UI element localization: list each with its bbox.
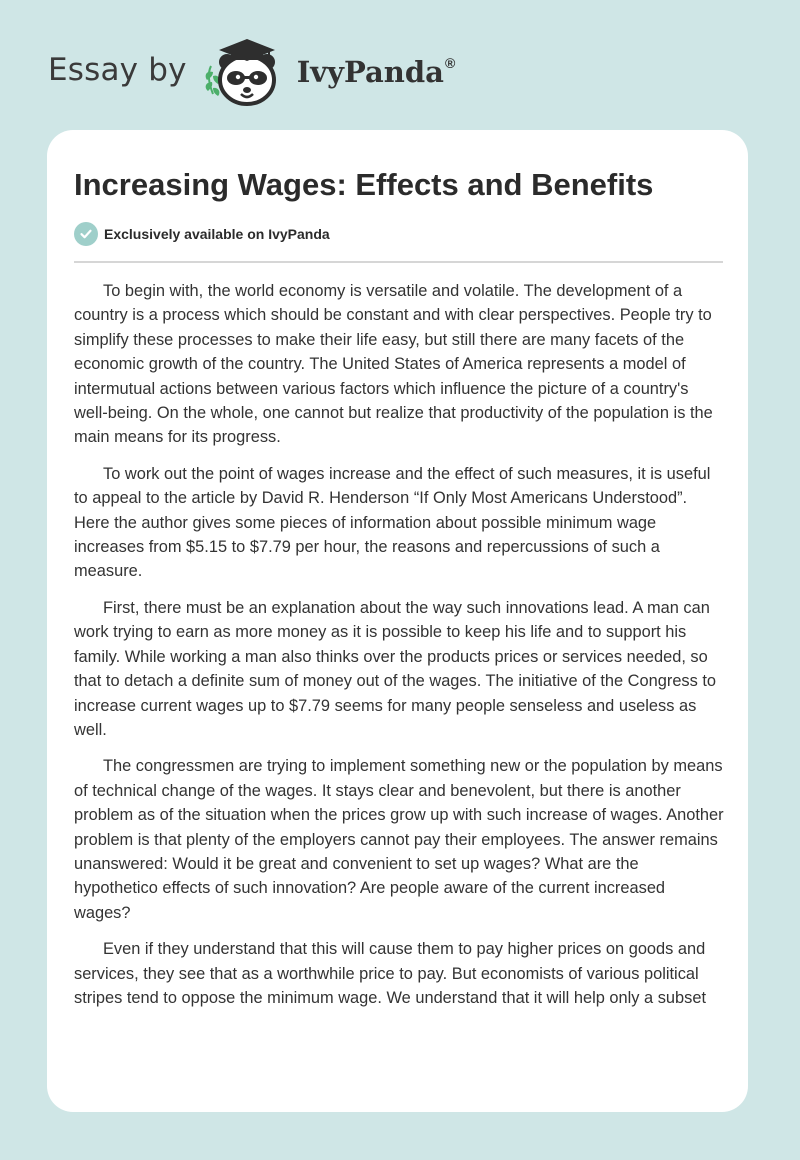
site-header bbox=[48, 34, 455, 114]
essay-body bbox=[74, 279, 726, 1022]
registered-mark: ® bbox=[444, 55, 456, 71]
paragraph: To work out the point of wages increase and the effect of such measures, it is useful to appeal to the article by David R. Henderson “If Only Most Americans Understood”. Here the author gives some pieces of information about possible minimum wage increases from $5.15 to $7.79 per hour, the reasons and repercussions of such a measure. bbox=[74, 464, 711, 581]
exclusive-label: Exclusively available on IvyPanda bbox=[104, 226, 330, 242]
essay-card bbox=[47, 130, 748, 1112]
brand-name[interactable]: IvyPanda® bbox=[296, 55, 456, 89]
ivy-leaf-icon bbox=[205, 66, 219, 96]
paragraph: To begin with, the world economy is versatile and volatile. The development of a country is a process which should be constant and with clear perspectives. People try to simplify these processes to make their life easy, but still there are many facets of the economic growth of the country. The United States of America represents a model of intermutual actions between various factors which influence the picture of a country's well-being. On the whole, one cannot but realize that productivity of the population is the main means for its progress. bbox=[74, 282, 713, 447]
paragraph: First, there must be an explanation about the way such innovations lead. A man can work trying to earn as more money as it is possible to keep his life and to support his family. While working a man also thinks over the products prices or services needed, so that to detach a definite sum of money out of the wages. The initiative of the Congress to increase current wages up to $7.79 seems for many people senseless and useless as well. bbox=[74, 598, 717, 739]
panda-logo-icon bbox=[197, 36, 293, 112]
paragraph: Even if they understand that this will cause them to pay higher prices on goods and services, they see that as a worthwhile price to pay. But economists of various political stripes tend to oppose the minimum wage. We understand that it will help only a subset bbox=[74, 940, 706, 1007]
divider bbox=[74, 261, 723, 263]
exclusive-badge bbox=[74, 222, 330, 246]
page-title: Increasing Wages: Effects and Benefits bbox=[74, 167, 654, 202]
paragraph: The congressmen are trying to implement something new or the population by means of technical change of the wages. It stays clear and benevolent, but there is another problem as of the situation when the prices grow up with such increase of wages. Another problem is that plenty of the employers cannot pay their employees. The answer remains unanswered: Would it be great and convenient to set up wages? What are the hypothetico effects of such innovation? Are people aware of the current increased wages? bbox=[74, 757, 724, 922]
essay-by-label: Essay by bbox=[48, 52, 187, 88]
check-icon bbox=[74, 222, 98, 246]
panda-graduate-logo-icon bbox=[197, 36, 293, 112]
